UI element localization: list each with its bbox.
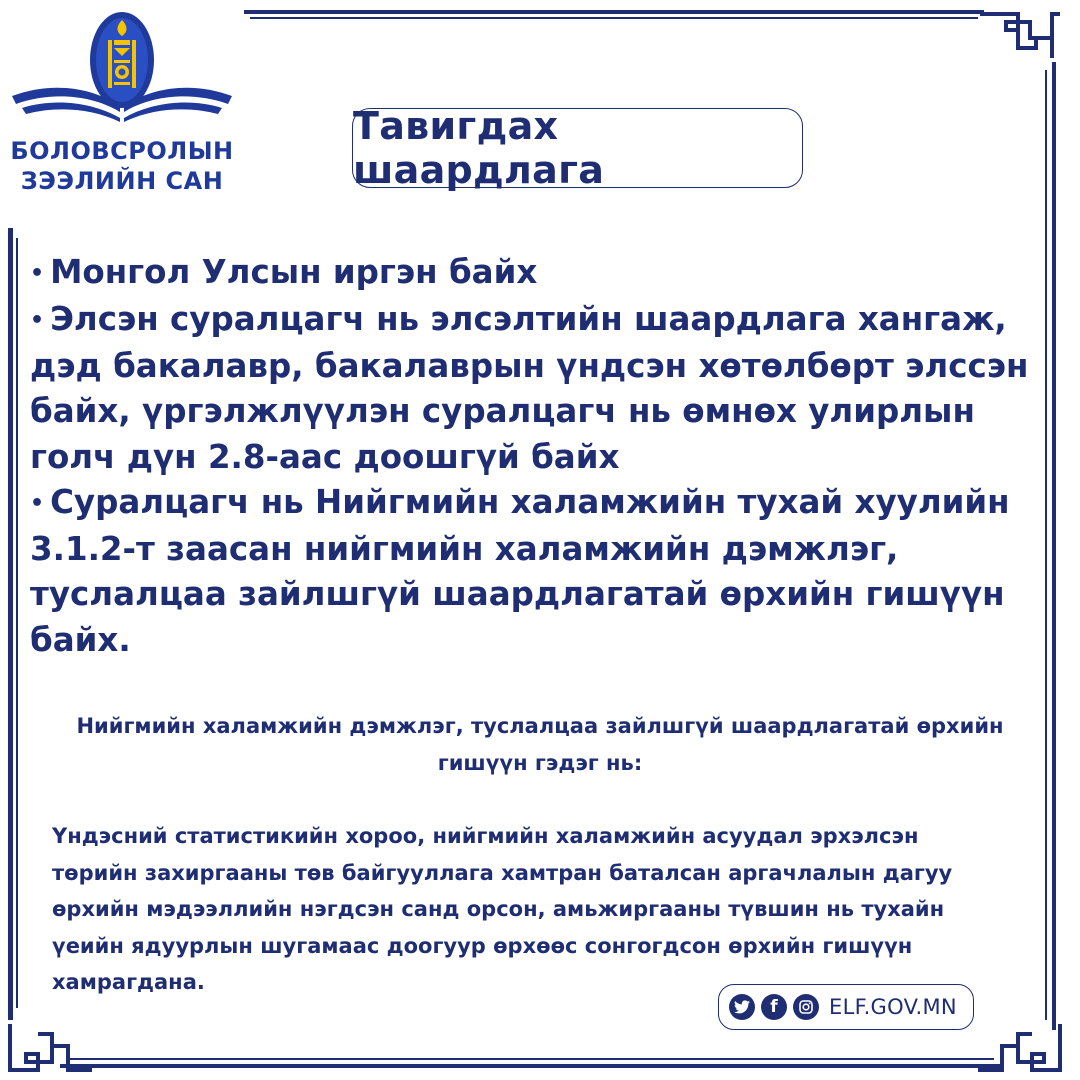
bullet-icon: • [30, 308, 45, 333]
website-link[interactable]: ELF.GOV.MN [829, 995, 957, 1019]
social-links-box [718, 984, 974, 1030]
frame-left-line-inner [16, 238, 18, 1008]
requirement-item: • Суралцагч нь Нийгмийн халамжийн тухай хуулийн 3.1.2-т заасан нийгмийн халамжийн дэмжлэг, туслалцаа зайлшгүй шаардлагатай өрхийн гишүүн байх. [30, 483, 1010, 659]
frame-left-line [8, 228, 13, 1020]
frame-right-line-inner [1045, 70, 1047, 1020]
requirement-item: • Элсэн суралцагч нь элсэлтийн шаардлага хангаж, дэд бакалавр, бакалаврын үндсэн хөтөлбөрт элссэн байх, үргэлжлүүлэн суралцагч нь өмнөх улирлын голч дүн 2.8-аас доошгүй байх [30, 299, 1029, 476]
corner-ornament-top-right [978, 8, 1062, 64]
facebook-icon[interactable]: f [761, 994, 787, 1020]
requirement-item: • Монгол Улсын иргэн байх [30, 253, 538, 291]
corner-ornament-bottom-right [978, 1020, 1062, 1076]
frame-top-line [244, 10, 984, 14]
corner-ornament-bottom-left [8, 1020, 92, 1076]
page-title: Тавигдах шаардлага [353, 104, 605, 192]
definition-heading: Нийгмийн халамжийн дэмжлэг, туслалцаа зайлшгүй шаардлагатай өрхийн гишүүн гэдэг нь: [76, 714, 1004, 775]
logo-text-line2: ЗЭЭЛИЙН САН [20, 167, 224, 195]
bullet-icon: • [30, 491, 45, 517]
logo-text-line1: БОЛОВСРОЛЫН [10, 137, 234, 165]
definition-body: Үндэсний статистикийн хороо, нийгмийн халамжийн асуудал эрхэлсэн төрийн захиргааны төв байгууллага хамтран баталсан аргачлалын дагуу өрхийн мэдээллийн нэгдсэн санд орсон, амьжиргааны түвшин нь тухайн үеийн ядуурлын шугамаас доогуур өрхөөс сонгогдсон өрхийн гишүүн хамрагдана. [52, 824, 953, 994]
frame-bottom-line-inner [66, 1058, 994, 1060]
title-box [352, 104, 803, 192]
frame-bottom-line [60, 1064, 1000, 1068]
instagram-icon[interactable] [793, 994, 819, 1020]
frame-top-line-inner [250, 17, 978, 19]
frame-right-line [1052, 62, 1056, 1030]
twitter-icon[interactable] [729, 994, 755, 1020]
requirements-list [30, 250, 1030, 663]
emblem-logo [10, 8, 234, 130]
bullet-icon: • [30, 261, 45, 287]
